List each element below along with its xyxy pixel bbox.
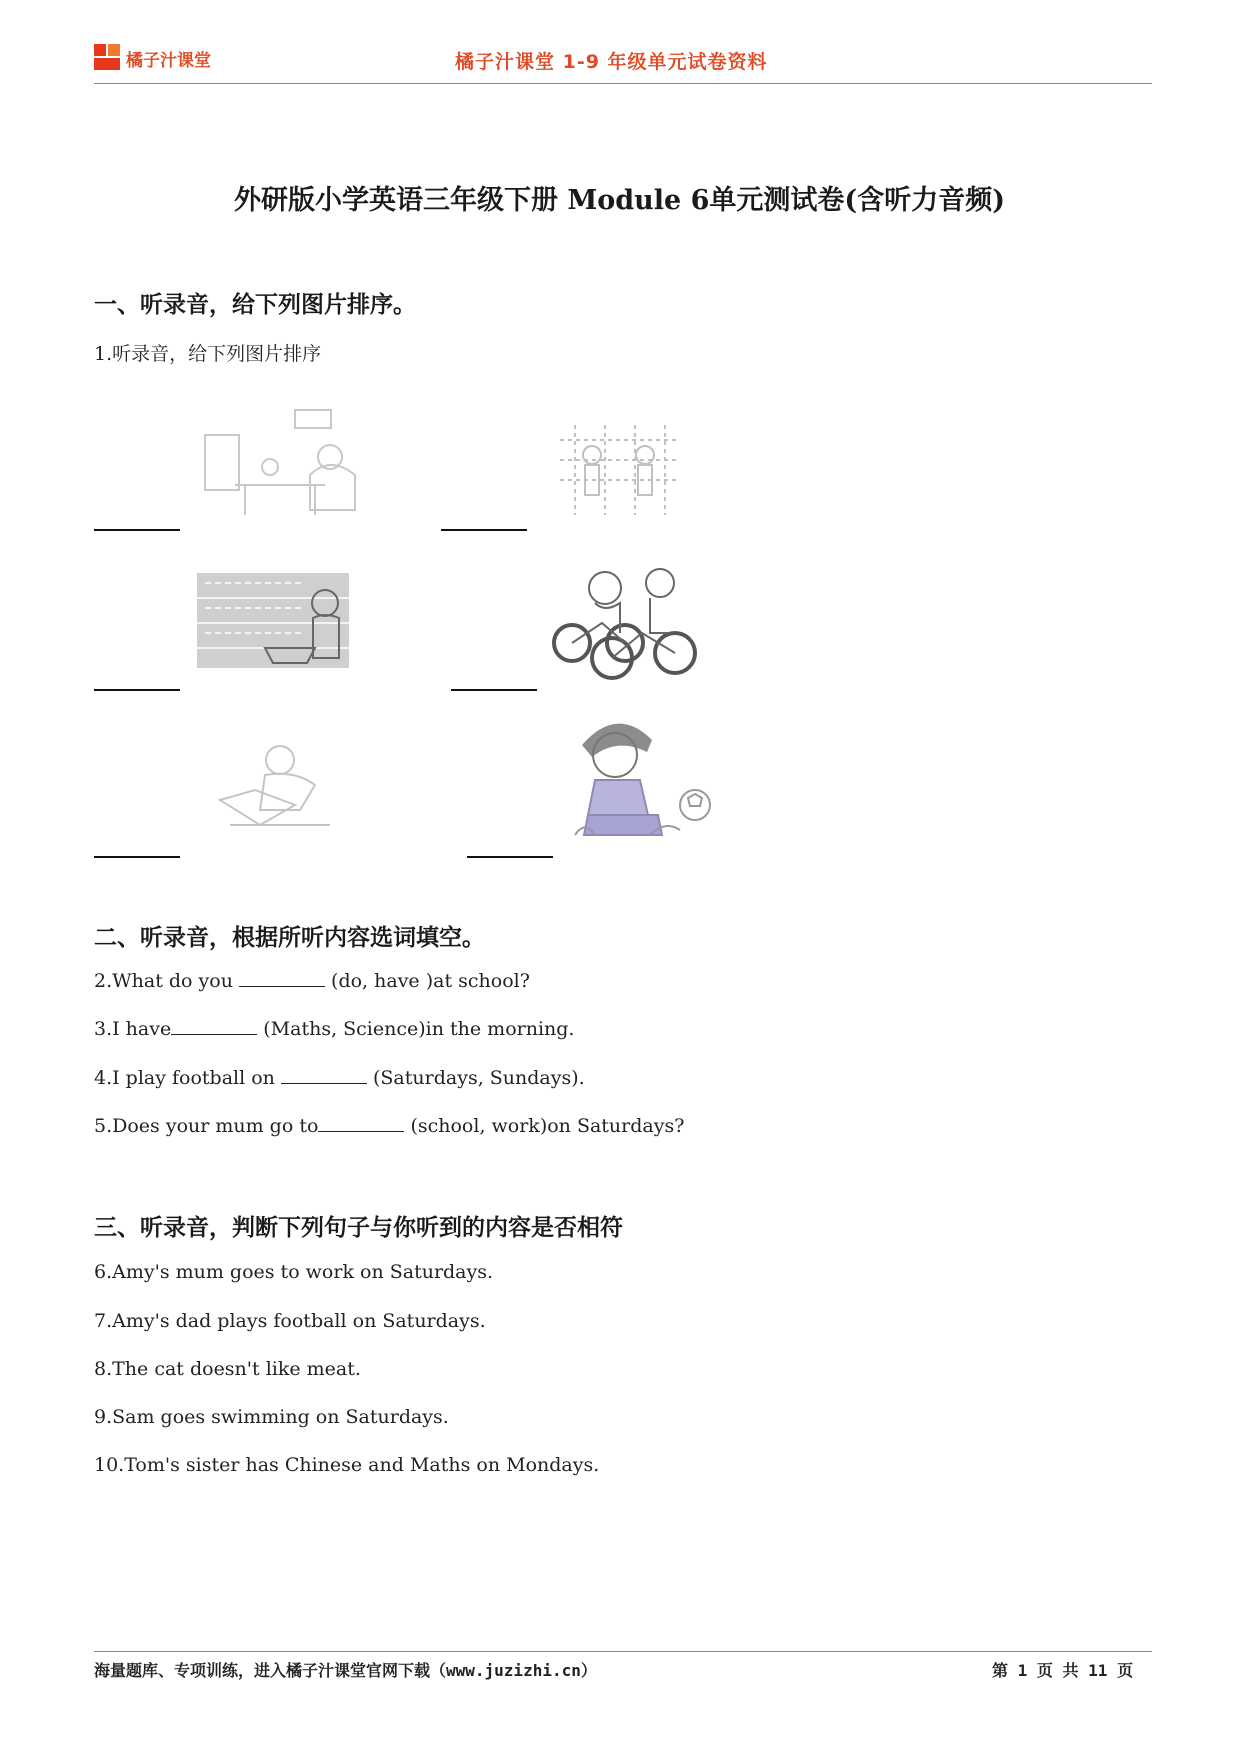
statement-8: 8.The cat doesn't like meat. (94, 1358, 361, 1380)
answer-line (441, 529, 527, 531)
statement-7: 7.Amy's dad plays football on Saturdays. (94, 1310, 486, 1332)
fill-blank[interactable] (281, 1067, 367, 1084)
answer-line (94, 689, 180, 691)
logo-icon (94, 44, 122, 72)
page-title: 外研版小学英语三年级下册 Module 6单元测试卷(含听力音频) (234, 185, 1005, 216)
picture-two-children (555, 420, 695, 520)
fill-blank[interactable] (239, 970, 325, 987)
header-divider (94, 83, 1152, 84)
section-2-heading: 二、听录音，根据所听内容选词填空。 (94, 925, 485, 951)
question-1: 1.听录音，给下列图片排序 (94, 343, 322, 365)
fill-blank[interactable] (318, 1115, 404, 1132)
question-2: 2.What do you (do, have )at school? (94, 970, 530, 992)
picture-classroom (195, 405, 365, 520)
answer-line (94, 856, 180, 858)
header-title: 橘子汁课堂 1-9 年级单元试卷资料 (455, 51, 768, 73)
logo (94, 44, 244, 74)
picture-supermarket (195, 553, 355, 673)
picture-reading (210, 740, 360, 840)
picture-football (570, 715, 720, 850)
answer-line (467, 856, 553, 858)
question-4: 4.I play football on (Saturdays, Sundays). (94, 1067, 585, 1089)
statement-9: 9.Sam goes swimming on Saturdays. (94, 1406, 449, 1428)
logo-text: 橘子汁课堂 (126, 51, 211, 71)
statement-6: 6.Amy's mum goes to work on Saturdays. (94, 1261, 494, 1283)
section-3-heading: 三、听录音，判断下列句子与你听到的内容是否相符 (94, 1215, 623, 1241)
page-number: 第 1 页 共 11 页 (992, 1661, 1134, 1680)
statement-10: 10.Tom's sister has Chinese and Maths on Mondays. (94, 1454, 600, 1476)
footer-promo: 海量题库、专项训练，进入橘子汁课堂官网下载（www.juzizhi.cn） (94, 1661, 597, 1680)
picture-bicycles (550, 553, 700, 683)
answer-line (94, 529, 180, 531)
fill-blank[interactable] (171, 1018, 257, 1035)
question-3: 3.I have (Maths, Science)in the morning. (94, 1018, 575, 1040)
footer-divider (94, 1651, 1152, 1652)
question-5: 5.Does your mum go to (school, work)on Saturdays? (94, 1115, 685, 1137)
section-1-heading: 一、听录音，给下列图片排序。 (94, 292, 416, 318)
answer-line (451, 689, 537, 691)
